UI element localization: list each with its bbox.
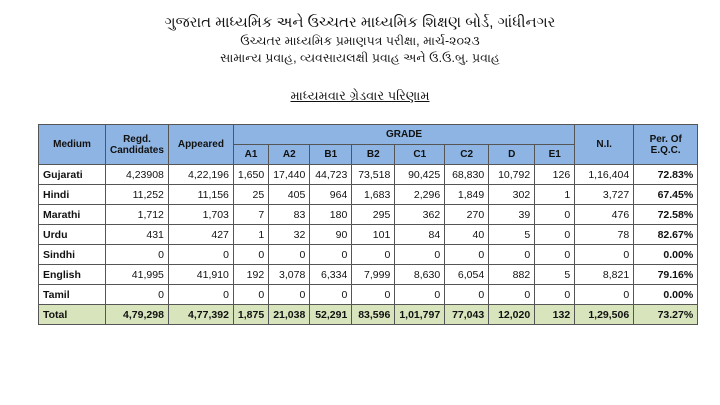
value-cell: 1,849: [445, 185, 489, 205]
value-cell: 0: [352, 285, 395, 305]
value-cell: 8,630: [395, 265, 445, 285]
value-cell: 126: [535, 165, 575, 185]
header-grade-a1: A1: [233, 145, 268, 165]
header-regd: Regd. Candidates: [106, 125, 169, 165]
value-cell: 0: [535, 245, 575, 265]
value-cell: 41,995: [106, 265, 169, 285]
medium-cell: Sindhi: [39, 245, 106, 265]
table-heading: માધ્યમવાર ગ્રેડવાર પરિણામ: [290, 88, 430, 103]
value-cell: 67.45%: [634, 185, 698, 205]
value-cell: 405: [269, 185, 310, 205]
medium-cell: Tamil: [39, 285, 106, 305]
value-cell: 82.67%: [634, 225, 698, 245]
value-cell: 52,291: [310, 305, 352, 325]
header-grade-c1: C1: [395, 145, 445, 165]
value-cell: 90,425: [395, 165, 445, 185]
value-cell: 6,334: [310, 265, 352, 285]
header-grade-b1: B1: [310, 145, 352, 165]
header-medium: Medium: [39, 125, 106, 165]
value-cell: 0: [310, 285, 352, 305]
header-ni: N.I.: [575, 125, 634, 165]
value-cell: 0: [233, 245, 268, 265]
value-cell: 1,01,797: [395, 305, 445, 325]
value-cell: 39: [489, 205, 535, 225]
value-cell: 362: [395, 205, 445, 225]
value-cell: 101: [352, 225, 395, 245]
exam-title: ઉચ્ચતર માધ્યમિક પ્રમાણપત્ર પરીક્ષા, માર્ચ-૨૦૨૩: [240, 34, 480, 48]
value-cell: 1,875: [233, 305, 268, 325]
value-cell: 0: [310, 245, 352, 265]
value-cell: 1,650: [233, 165, 268, 185]
value-cell: 0: [575, 285, 634, 305]
value-cell: 6,054: [445, 265, 489, 285]
value-cell: 2,296: [395, 185, 445, 205]
header-appeared: Appeared: [168, 125, 233, 165]
value-cell: 882: [489, 265, 535, 285]
value-cell: 1,683: [352, 185, 395, 205]
value-cell: 68,830: [445, 165, 489, 185]
value-cell: 0: [445, 245, 489, 265]
value-cell: 180: [310, 205, 352, 225]
value-cell: 427: [168, 225, 233, 245]
board-title: ગુજરાત માધ્યમિક અને ઉચ્ચતર માધ્યમિક શિક્ષણ બોર્ડ, ગાંધીનગર: [164, 14, 556, 31]
results-table: [38, 124, 698, 325]
value-cell: 0: [168, 285, 233, 305]
value-cell: 0: [489, 285, 535, 305]
header-grade-a2: A2: [269, 145, 310, 165]
value-cell: 72.83%: [634, 165, 698, 185]
medium-cell: English: [39, 265, 106, 285]
value-cell: 0: [395, 285, 445, 305]
table-row: [39, 225, 698, 245]
medium-cell: Marathi: [39, 205, 106, 225]
value-cell: 84: [395, 225, 445, 245]
medium-cell: Total: [39, 305, 106, 325]
table-row: [39, 285, 698, 305]
value-cell: 78: [575, 225, 634, 245]
value-cell: 7,999: [352, 265, 395, 285]
value-cell: 4,22,196: [168, 165, 233, 185]
value-cell: 0: [269, 285, 310, 305]
table-row: [39, 185, 698, 205]
total-row: [39, 305, 698, 325]
value-cell: 0: [168, 245, 233, 265]
value-cell: 0: [395, 245, 445, 265]
value-cell: 0: [535, 225, 575, 245]
value-cell: 12,020: [489, 305, 535, 325]
value-cell: 11,252: [106, 185, 169, 205]
value-cell: 25: [233, 185, 268, 205]
value-cell: 302: [489, 185, 535, 205]
header-grade-d: D: [489, 145, 535, 165]
value-cell: 0: [233, 285, 268, 305]
value-cell: 4,77,392: [168, 305, 233, 325]
header-grade: GRADE: [233, 125, 574, 145]
value-cell: 32: [269, 225, 310, 245]
value-cell: 0: [352, 245, 395, 265]
value-cell: 40: [445, 225, 489, 245]
value-cell: 964: [310, 185, 352, 205]
value-cell: 192: [233, 265, 268, 285]
value-cell: 8,821: [575, 265, 634, 285]
value-cell: 73,518: [352, 165, 395, 185]
value-cell: 0: [106, 245, 169, 265]
value-cell: 1,16,404: [575, 165, 634, 185]
value-cell: 132: [535, 305, 575, 325]
value-cell: 10,792: [489, 165, 535, 185]
value-cell: 0: [106, 285, 169, 305]
value-cell: 0.00%: [634, 285, 698, 305]
value-cell: 0: [269, 245, 310, 265]
value-cell: 1: [233, 225, 268, 245]
value-cell: 72.58%: [634, 205, 698, 225]
value-cell: 4,79,298: [106, 305, 169, 325]
value-cell: 3,727: [575, 185, 634, 205]
value-cell: 79.16%: [634, 265, 698, 285]
medium-cell: Gujarati: [39, 165, 106, 185]
value-cell: 41,910: [168, 265, 233, 285]
value-cell: 5: [489, 225, 535, 245]
value-cell: 11,156: [168, 185, 233, 205]
medium-cell: Hindi: [39, 185, 106, 205]
table-row: [39, 165, 698, 185]
value-cell: 77,043: [445, 305, 489, 325]
medium-cell: Urdu: [39, 225, 106, 245]
value-cell: 44,723: [310, 165, 352, 185]
value-cell: 1,29,506: [575, 305, 634, 325]
value-cell: 0: [575, 245, 634, 265]
value-cell: 1,712: [106, 205, 169, 225]
value-cell: 295: [352, 205, 395, 225]
table-row: [39, 205, 698, 225]
value-cell: 83: [269, 205, 310, 225]
value-cell: 21,038: [269, 305, 310, 325]
value-cell: 476: [575, 205, 634, 225]
value-cell: 7: [233, 205, 268, 225]
value-cell: 4,23908: [106, 165, 169, 185]
table-row: [39, 265, 698, 285]
table-row: [39, 245, 698, 265]
header-grade-c2: C2: [445, 145, 489, 165]
value-cell: 0: [489, 245, 535, 265]
header-per: Per. Of E.Q.C.: [634, 125, 698, 165]
stream-title: સામાન્ય પ્રવાહ, વ્યવસાયલક્ષી પ્રવાહ અને ઉ.ઉ.બુ. પ્રવાહ: [220, 51, 500, 65]
value-cell: 0: [535, 285, 575, 305]
value-cell: 0.00%: [634, 245, 698, 265]
header-grade-b2: B2: [352, 145, 395, 165]
value-cell: 431: [106, 225, 169, 245]
value-cell: 73.27%: [634, 305, 698, 325]
value-cell: 90: [310, 225, 352, 245]
value-cell: 83,596: [352, 305, 395, 325]
value-cell: 0: [445, 285, 489, 305]
header-grade-e1: E1: [535, 145, 575, 165]
value-cell: 3,078: [269, 265, 310, 285]
value-cell: 5: [535, 265, 575, 285]
value-cell: 1: [535, 185, 575, 205]
value-cell: 270: [445, 205, 489, 225]
value-cell: 17,440: [269, 165, 310, 185]
value-cell: 1,703: [168, 205, 233, 225]
value-cell: 0: [535, 205, 575, 225]
